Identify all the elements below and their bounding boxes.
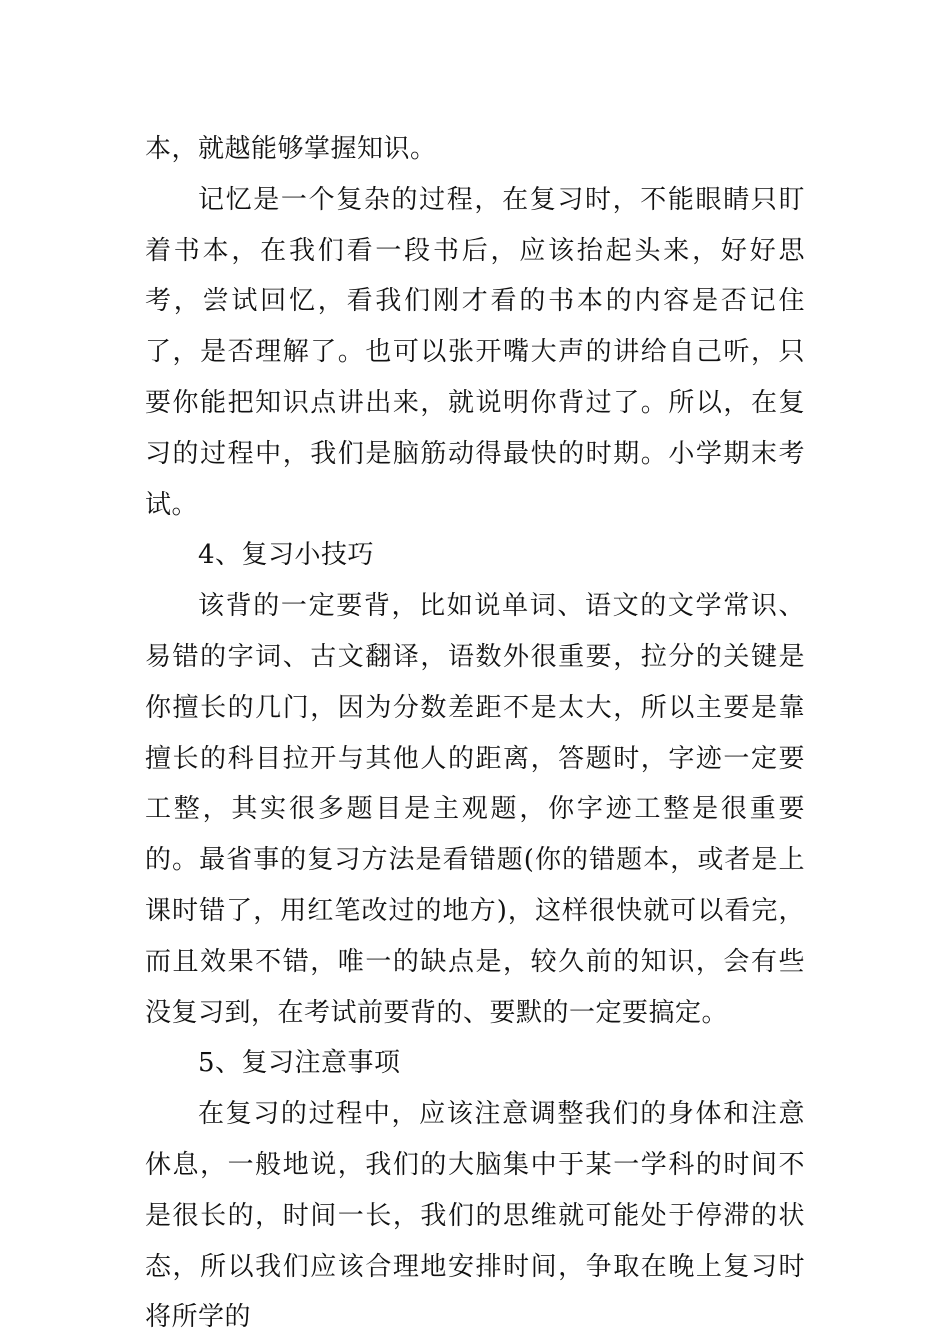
paragraph-continuation: 本，就越能够掌握知识。	[145, 134, 437, 164]
paragraph-review-notes: 在复习的过程中，应该注意调整我们的身体和注意休息，一般地说，我们的大脑集中于某一学科的时间不是很长的，时间一长，我们的思维就可能处于停滞的状态，所以我们应该合理地安排时间，争取在晚上复习时将所学的	[145, 1099, 805, 1333]
paragraph-review-tips: 该背的一定要背，比如说单词、语文的文学常识、易错的字词、古文翻译，语数外很重要，拉分的关键是你擅长的几门，因为分数差距不是太大，所以主要是靠擅长的科目拉开与其他人的距离，答题时，字迹一定要工整，其实很多题目是主观题，你字迹工整是很重要的。最省事的复习方法是看错题(你的错题本，或者是上课时错了，用红笔改过的地方)，这样很快就可以看完，而且效果不错，唯一的缺点是，较久前的知识，会有些没复习到，在考试前要背的、要默的一定要搞定。	[145, 591, 805, 1028]
section-heading-review-tips: 4、复习小技巧	[198, 540, 375, 571]
paragraph-memory: 记忆是一个复杂的过程，在复习时，不能眼睛只盯着书本，在我们看一段书后，应该抬起头来，好好思考，尝试回忆，看我们刚才看的书本的内容是否记住了，是否理解了。也可以张开嘴大声的讲给自己听，只要你能把知识点讲出来，就说明你背过了。所以，在复习的过程中，我们是脑筋动得最快的时期。小学期末考试。	[145, 184, 805, 520]
section-heading-review-notes: 5、复习注意事项	[198, 1048, 401, 1079]
document-body	[145, 124, 805, 1343]
